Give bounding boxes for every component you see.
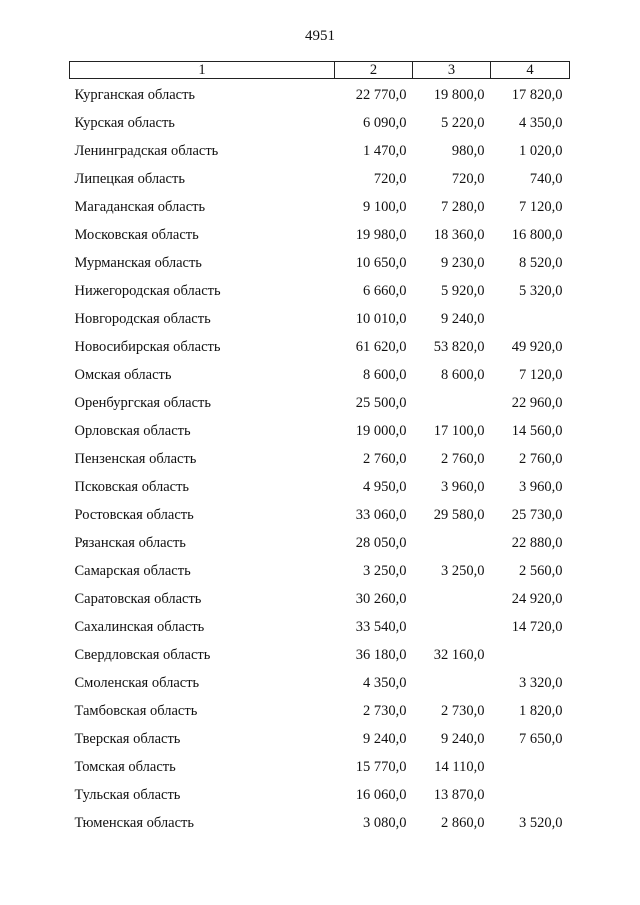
value-col-2: 15 770,0 bbox=[355, 759, 407, 775]
region-name: Новгородская область bbox=[74, 311, 211, 327]
table-row bbox=[70, 277, 570, 305]
value-col-2: 6 660,0 bbox=[363, 283, 407, 299]
region-name: Саратовская область bbox=[74, 591, 202, 607]
value-col-3: 9 240,0 bbox=[441, 311, 485, 327]
region-name: Мурманская область bbox=[74, 255, 202, 271]
table-row bbox=[70, 305, 570, 333]
region-name: Рязанская область bbox=[74, 535, 186, 551]
region-name: Курганская область bbox=[74, 87, 196, 103]
region-name: Тамбовская область bbox=[74, 703, 198, 719]
table-row bbox=[70, 529, 570, 557]
region-name: Тверская область bbox=[74, 731, 181, 747]
region-name: Курская область bbox=[74, 115, 175, 131]
value-col-4: 25 730,0 bbox=[511, 507, 563, 523]
table-row bbox=[70, 641, 570, 669]
column-header-2: 2 bbox=[335, 62, 413, 79]
value-col-3: 29 580,0 bbox=[433, 507, 485, 523]
column-header-1: 1 bbox=[70, 62, 335, 79]
value-col-2: 30 260,0 bbox=[355, 591, 407, 607]
table-row bbox=[70, 501, 570, 529]
region-name: Новосибирская область bbox=[74, 339, 221, 355]
value-col-2: 19 000,0 bbox=[355, 423, 407, 439]
value-col-4: 24 920,0 bbox=[511, 591, 563, 607]
value-col-4: 2 560,0 bbox=[519, 563, 563, 579]
value-col-2: 2 760,0 bbox=[363, 451, 407, 467]
value-col-4: 3 320,0 bbox=[519, 675, 563, 691]
region-name: Пензенская область bbox=[74, 451, 197, 467]
region-name: Тюменская область bbox=[74, 815, 194, 831]
table-row bbox=[70, 249, 570, 277]
value-col-4: 16 800,0 bbox=[511, 227, 563, 243]
value-col-4: 22 880,0 bbox=[511, 535, 563, 551]
value-col-4: 4 350,0 bbox=[519, 115, 563, 131]
region-name: Ленинградская область bbox=[74, 143, 219, 159]
value-col-3: 32 160,0 bbox=[433, 647, 485, 663]
table-row bbox=[70, 725, 570, 753]
table-row bbox=[70, 193, 570, 221]
value-col-4: 7 120,0 bbox=[519, 367, 563, 383]
value-col-4: 1 020,0 bbox=[519, 143, 563, 159]
value-col-2: 4 350,0 bbox=[363, 675, 407, 691]
region-name: Томская область bbox=[74, 759, 176, 775]
value-col-3 bbox=[413, 389, 491, 417]
value-col-2: 10 650,0 bbox=[355, 255, 407, 271]
value-col-2: 36 180,0 bbox=[355, 647, 407, 663]
table-row bbox=[70, 79, 570, 110]
value-col-3: 2 860,0 bbox=[441, 815, 485, 831]
value-col-4: 49 920,0 bbox=[511, 339, 563, 355]
value-col-3: 9 230,0 bbox=[441, 255, 485, 271]
region-name: Смоленская область bbox=[74, 675, 200, 691]
value-col-4: 8 520,0 bbox=[519, 255, 563, 271]
region-name: Нижегородская область bbox=[74, 283, 221, 299]
region-name: Самарская область bbox=[74, 563, 191, 579]
value-col-2: 1 470,0 bbox=[363, 143, 407, 159]
value-col-3: 2 730,0 bbox=[441, 703, 485, 719]
header-row bbox=[70, 62, 570, 79]
table-row bbox=[70, 557, 570, 585]
table-row bbox=[70, 809, 570, 837]
value-col-4 bbox=[491, 753, 570, 781]
region-name: Омская область bbox=[74, 367, 172, 383]
value-col-2: 28 050,0 bbox=[355, 535, 407, 551]
value-col-2: 9 100,0 bbox=[363, 199, 407, 215]
region-name: Магаданская область bbox=[74, 199, 206, 215]
value-col-3 bbox=[413, 669, 491, 697]
region-name: Тульская область bbox=[74, 787, 181, 803]
table-row bbox=[70, 669, 570, 697]
value-col-2: 8 600,0 bbox=[363, 367, 407, 383]
value-col-2: 4 950,0 bbox=[363, 479, 407, 495]
page-number: 4951 bbox=[305, 28, 335, 44]
table-row bbox=[70, 781, 570, 809]
value-col-4: 22 960,0 bbox=[511, 395, 563, 411]
value-col-3: 720,0 bbox=[451, 171, 485, 187]
value-col-2: 33 060,0 bbox=[355, 507, 407, 523]
value-col-2: 9 240,0 bbox=[363, 731, 407, 747]
table-row bbox=[70, 445, 570, 473]
region-name: Свердловская область bbox=[74, 647, 211, 663]
value-col-2: 33 540,0 bbox=[355, 619, 407, 635]
table-row bbox=[70, 165, 570, 193]
table-row bbox=[70, 753, 570, 781]
value-col-3 bbox=[413, 585, 491, 613]
region-name: Орловская область bbox=[74, 423, 191, 439]
value-col-3: 9 240,0 bbox=[441, 731, 485, 747]
value-col-4 bbox=[491, 641, 570, 669]
value-col-3: 980,0 bbox=[451, 143, 485, 159]
value-col-2: 3 080,0 bbox=[363, 815, 407, 831]
table-row bbox=[70, 473, 570, 501]
table-row bbox=[70, 221, 570, 249]
table-row bbox=[70, 417, 570, 445]
value-col-4: 1 820,0 bbox=[519, 703, 563, 719]
region-name: Оренбургская область bbox=[74, 395, 212, 411]
value-col-4: 7 650,0 bbox=[519, 731, 563, 747]
value-col-3: 53 820,0 bbox=[433, 339, 485, 355]
value-col-3: 13 870,0 bbox=[433, 787, 485, 803]
table-row bbox=[70, 613, 570, 641]
value-col-3: 18 360,0 bbox=[433, 227, 485, 243]
value-col-3: 3 960,0 bbox=[441, 479, 485, 495]
column-header-4: 4 bbox=[491, 62, 570, 79]
value-col-3: 5 220,0 bbox=[441, 115, 485, 131]
region-name: Липецкая область bbox=[74, 171, 185, 187]
value-col-3: 5 920,0 bbox=[441, 283, 485, 299]
value-col-2: 61 620,0 bbox=[355, 339, 407, 355]
table-row bbox=[70, 137, 570, 165]
region-name: Московская область bbox=[74, 227, 199, 243]
table-row bbox=[70, 333, 570, 361]
value-col-3 bbox=[413, 613, 491, 641]
table-header bbox=[70, 62, 570, 79]
value-col-4: 7 120,0 bbox=[519, 199, 563, 215]
value-col-4: 17 820,0 bbox=[511, 87, 563, 103]
region-name: Псковская область bbox=[74, 479, 190, 495]
table-row bbox=[70, 585, 570, 613]
region-name: Сахалинская область bbox=[74, 619, 205, 635]
value-col-3: 19 800,0 bbox=[433, 87, 485, 103]
value-col-4: 14 720,0 bbox=[511, 619, 563, 635]
value-col-3: 7 280,0 bbox=[441, 199, 485, 215]
value-col-2: 22 770,0 bbox=[355, 87, 407, 103]
data-table bbox=[69, 61, 570, 837]
table-body bbox=[70, 79, 570, 838]
value-col-3: 14 110,0 bbox=[434, 759, 485, 775]
value-col-3: 17 100,0 bbox=[433, 423, 485, 439]
value-col-2: 16 060,0 bbox=[355, 787, 407, 803]
region-name: Ростовская область bbox=[74, 507, 194, 523]
value-col-4: 740,0 bbox=[529, 171, 563, 187]
value-col-4 bbox=[491, 305, 570, 333]
value-col-3: 2 760,0 bbox=[441, 451, 485, 467]
table-row bbox=[70, 109, 570, 137]
value-col-2: 3 250,0 bbox=[363, 563, 407, 579]
value-col-2: 720,0 bbox=[373, 171, 407, 187]
value-col-2: 10 010,0 bbox=[355, 311, 407, 327]
table-row bbox=[70, 697, 570, 725]
value-col-4: 3 520,0 bbox=[519, 815, 563, 831]
value-col-4: 5 320,0 bbox=[519, 283, 563, 299]
value-col-2: 6 090,0 bbox=[363, 115, 407, 131]
table-row bbox=[70, 389, 570, 417]
value-col-3 bbox=[413, 529, 491, 557]
value-col-2: 2 730,0 bbox=[363, 703, 407, 719]
value-col-4: 3 960,0 bbox=[519, 479, 563, 495]
value-col-3: 8 600,0 bbox=[441, 367, 485, 383]
value-col-4: 14 560,0 bbox=[511, 423, 563, 439]
value-col-2: 19 980,0 bbox=[355, 227, 407, 243]
value-col-4 bbox=[491, 781, 570, 809]
value-col-3: 3 250,0 bbox=[441, 563, 485, 579]
value-col-2: 25 500,0 bbox=[355, 395, 407, 411]
column-header-3: 3 bbox=[413, 62, 491, 79]
value-col-4: 2 760,0 bbox=[519, 451, 563, 467]
table-row bbox=[70, 361, 570, 389]
